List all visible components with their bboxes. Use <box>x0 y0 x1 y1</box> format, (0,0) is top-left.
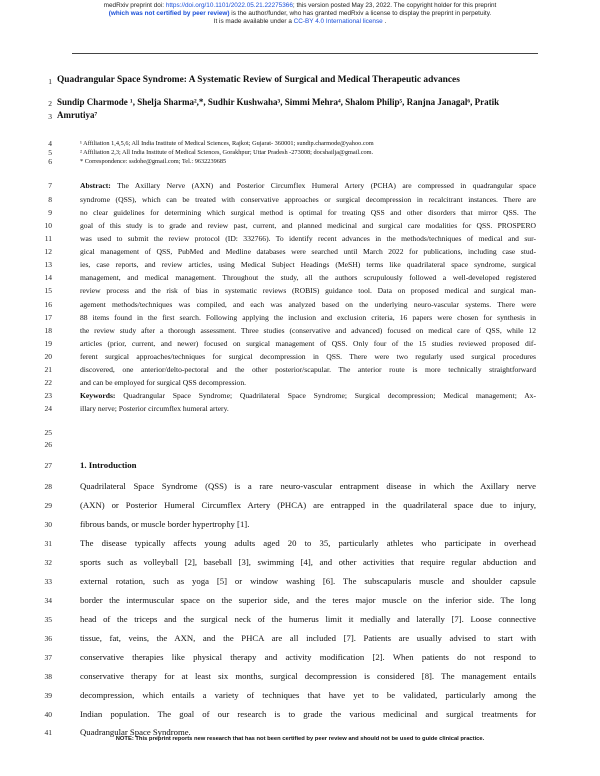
abstract-line <box>80 181 536 190</box>
line-number: 14 <box>44 273 52 282</box>
line-number: 4 <box>48 139 52 148</box>
abstract-label: Abstract: <box>80 181 111 190</box>
body-line: (AXN) or Posterior Humeral Circumflex Artery (PHCA) are entrapped in the quadrilateral space due to injury, <box>80 500 536 510</box>
author-list-line-1: Sundip Charmode ¹, Shelja Sharma²,*, Sudhir Kushwaha³, Simmi Mehra⁴, Shalom Philip⁵, Ranjna Janagal⁶, Pratik <box>57 97 500 107</box>
line-number: 39 <box>44 691 52 700</box>
line-number: 8 <box>48 195 52 204</box>
line-number: 9 <box>48 208 52 217</box>
abstract-line: agement methods/techniques was compiled, and each was analyzed based on the underlying neuro-vascular systems. There were <box>80 300 536 309</box>
body-line: Quadrilateral Space Syndrome (QSS) is a rare neuro-vascular entrapment disease in which the Axillary nerve <box>80 481 536 491</box>
abstract-line: gical management of QSS, PubMed and Medline databases were searched until March 2022 for publications, including case stud- <box>80 247 536 256</box>
line-number: 2 <box>48 99 52 108</box>
section-heading: 1. Introduction <box>80 460 137 470</box>
header-text: ; this version posted May 23, 2022. The copyright holder for this preprint <box>292 2 497 9</box>
line-number: 28 <box>44 482 52 491</box>
abstract-line: and can be employed for surgical QSS decompression. <box>80 378 247 387</box>
preprint-footer-note: NOTE: This preprint reports new research that has not been certified by peer review and should not be used to guide clinical practice. <box>115 736 485 742</box>
keywords-text: Quadrangular Space Syndrome; Quadrilateral Space Syndrome; Surgical decompression; Medical management; Ax- <box>115 391 536 400</box>
keywords-label: Keywords: <box>80 391 116 400</box>
abstract-line: management, and medical management. Throughout the study, all the authors scrupulously followed a well-developed registered <box>80 273 536 282</box>
line-number: 1 <box>48 77 52 86</box>
line-number: 12 <box>44 247 52 256</box>
abstract-line: ferent surgical approaches/techniques for surgical decompression in QSS. There were two regularly used surgical procedures <box>80 352 536 361</box>
abstract-line: articles (prior, current, and newer) focused on surgical management of QSS. Only four of the 15 studies reviewed proposed dif- <box>80 339 536 348</box>
abstract-line: review process and the risk of bias in systematic reviews (ROBIS) guidance tool. Data on proposed medical and surgical man- <box>80 286 536 295</box>
line-number: 16 <box>44 300 52 309</box>
line-number: 34 <box>44 596 52 605</box>
body-line: sports such as volleyball [2], baseball [3], swimming [4], and other activities that require regular abduction and <box>80 557 536 567</box>
line-number: 21 <box>44 365 52 374</box>
abstract-text: The Axillary Nerve (AXN) and Posterior Circumflex Humeral Artery (PCHA) are compressed in quadrangular space <box>110 181 536 190</box>
header-text: is the author/funder, who has granted medRxiv a license to display the preprint in perpetuity. <box>229 10 492 17</box>
line-number: 15 <box>44 286 52 295</box>
keywords-line: illary nerve; Posterior circumflex humeral artery. <box>80 404 229 413</box>
line-number: 37 <box>44 653 52 662</box>
header-text: medRxiv preprint doi: <box>103 2 166 9</box>
line-number: 18 <box>44 326 52 335</box>
body-line: tissue, fat, veins, the AXN, and the PHCA are all included [7]. Patients are usually advised to start with <box>80 633 536 643</box>
line-number: 7 <box>48 181 52 190</box>
line-number: 35 <box>44 615 52 624</box>
line-number: 13 <box>44 260 52 269</box>
preprint-header-line-3 <box>0 18 600 26</box>
body-line: decompression, which entails a variety of techniques that have yet to be validated, particularly among the <box>80 690 536 700</box>
line-number: 17 <box>44 313 52 322</box>
author-list-line-2: Amrutiya⁷ <box>57 110 98 120</box>
preprint-header-line-1 <box>0 2 600 10</box>
line-number: 32 <box>44 558 52 567</box>
line-number: 33 <box>44 577 52 586</box>
body-line: head of the triceps and the surgical neck of the humerus limit it medially and laterally [7]. Loose connective <box>80 614 536 624</box>
line-number: 40 <box>44 710 52 719</box>
abstract-line: no clear guidelines for determining which surgical method is optimal for treating QSS and other disorders that mirror QSS. The <box>80 208 536 217</box>
header-text: It is made available under a <box>213 18 294 25</box>
line-number: 20 <box>44 352 52 361</box>
affiliation-2: ² Affiliation 2,3; All India Institute of Medical Sciences, Gorakhpur; Uttar Pradesh -273008; docshailja@gmail.com. <box>80 149 374 156</box>
body-line: conservative therapy for at least six months, surgical decompression is considered [8]. The management entails <box>80 671 536 681</box>
abstract-line: the review study after a thorough assessment. Three studies (conservative and advanced) focused on medical care of QSS, while 12 <box>80 326 536 335</box>
body-line: Indian population. The goal of our research is to grade the various medicinal and surgical treatments for <box>80 709 536 719</box>
line-number: 22 <box>44 378 52 387</box>
abstract-line: 88 items found in the first search. Following applying the inclusion and exclusion criteria, 16 papers were chosen for synthesis in <box>80 313 536 322</box>
body-line: The disease typically affects young adults aged 20 to 35, particularly athletes who participate in overhead <box>80 538 536 548</box>
paper-title: Quadrangular Space Syndrome: A Systematic Review of Surgical and Medical Therapeutic advances <box>57 75 460 85</box>
line-number: 10 <box>44 221 52 230</box>
line-number: 24 <box>44 404 52 413</box>
keywords-line <box>80 391 536 400</box>
abstract-line: discovered, one anterior/delto-pectoral and the other posterior/scapular. The anterior route is more technically straightforward <box>80 365 536 374</box>
line-number: 38 <box>44 672 52 681</box>
abstract-line: syndrome (QSS), which can be treated with conservative approaches or surgical decompression in recalcitrant instances. There are <box>80 195 536 204</box>
line-number: 41 <box>44 728 52 737</box>
line-number: 19 <box>44 339 52 348</box>
line-number: 23 <box>44 391 52 400</box>
line-number: 27 <box>44 461 52 470</box>
body-line: fibrous bands, or muscle border hypertrophy [1]. <box>80 519 250 529</box>
line-number: 29 <box>44 501 52 510</box>
body-line: external rotation, such as yoga [5] or window washing [6]. The subscapularis muscle and shoulder capsule <box>80 576 536 586</box>
abstract-line: was used to submit the review protocol (ID: 332766). To identify recent advances in the methods/techniques of medical and sur- <box>80 234 536 243</box>
line-number: 3 <box>48 112 52 121</box>
line-number: 30 <box>44 520 52 529</box>
line-number: 25 <box>44 428 52 437</box>
affiliation-1: ¹ Affiliation 1,4,5,6; All India Institute of Medical Sciences, Rajkot; Gujarat- 360001; sundip.charmode@yahoo.com <box>80 140 374 147</box>
body-line: Quadrangular Space Syndrome. <box>80 727 191 737</box>
abstract-line: ies, case reports, and review articles, using Medical Subject Headings (MeSH) terms like quadrilateral space syndrome, surgical <box>80 260 536 269</box>
license-link[interactable]: CC-BY 4.0 International license <box>293 18 383 25</box>
correspondence: * Correspondence: ssdohe@gmail.com; Tel.: 9632239685 <box>80 158 227 165</box>
body-line: border the intermuscular space on the superior side, and the teres major muscle on the inferior side. The long <box>80 595 536 605</box>
line-number: 26 <box>44 440 52 449</box>
line-number: 31 <box>44 539 52 548</box>
line-number: 11 <box>44 234 52 243</box>
preprint-header-line-2 <box>0 10 600 18</box>
line-number: 5 <box>48 148 52 157</box>
body-line: conservative therapies like physical therapy and activity modification [2]. When patients do not respond to <box>80 652 536 662</box>
doi-link[interactable]: https://doi.org/10.1101/2022.05.21.22275366 <box>165 2 293 9</box>
line-number: 36 <box>44 634 52 643</box>
abstract-line: goal of this study is to grade and review past, current, and planned medicinal and surgical care modalities for QSS. PROSPERO <box>80 221 536 230</box>
not-certified-notice: (which was not certified by peer review) <box>108 10 230 17</box>
line-number: 6 <box>48 157 52 166</box>
header-divider <box>72 53 538 54</box>
header-text: . <box>382 18 387 25</box>
